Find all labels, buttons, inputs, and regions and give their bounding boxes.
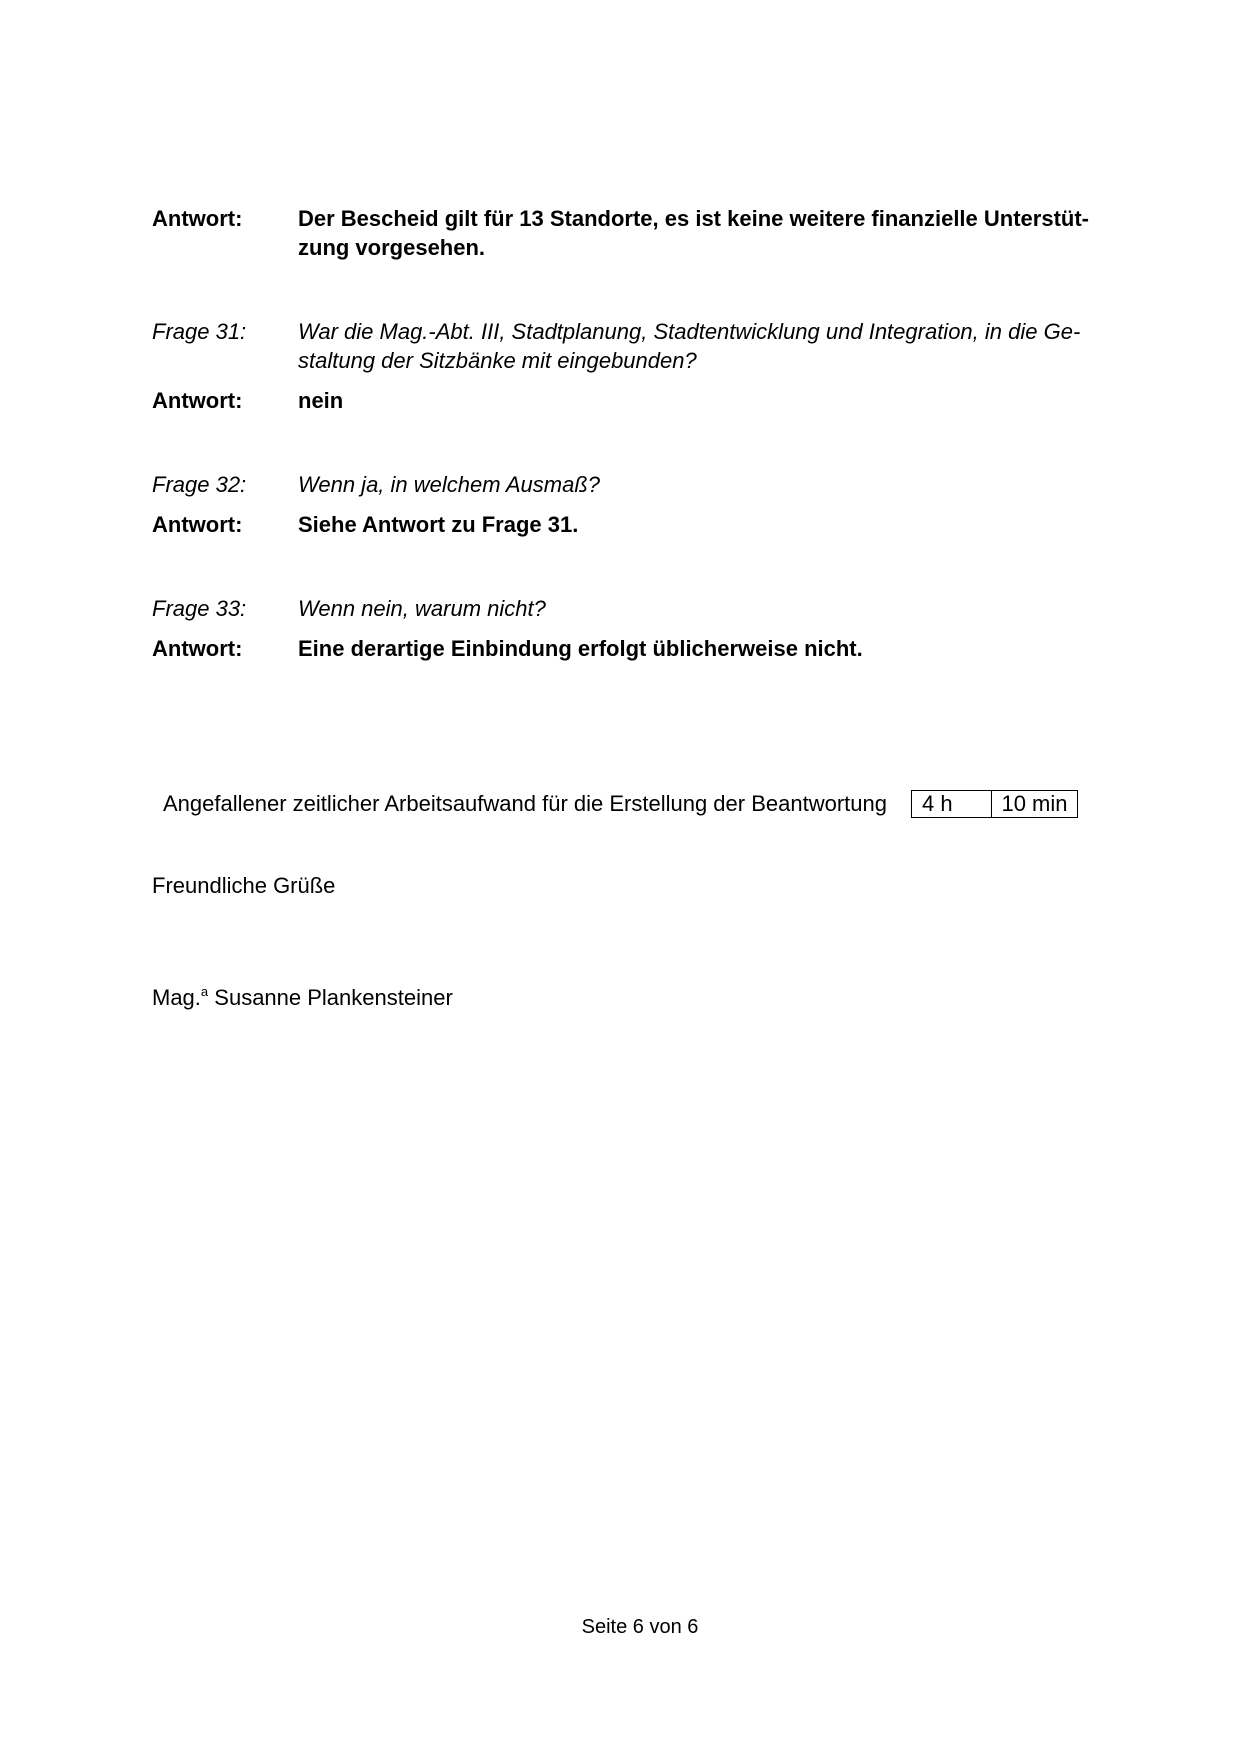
page-footer	[0, 1614, 1241, 1640]
question-row	[152, 470, 1122, 499]
work-effort	[163, 790, 1078, 818]
signature	[152, 984, 453, 1012]
answer-text: Siehe Antwort zu Frage 31.	[298, 512, 579, 537]
question-row	[152, 317, 1122, 375]
answer-label: Antwort:	[152, 388, 243, 413]
answer-row	[152, 204, 1122, 262]
answer-text: nein	[298, 388, 344, 413]
question-row	[152, 594, 1122, 623]
question-text: Wenn ja, in welchem Ausmaß?	[298, 472, 601, 497]
question-label: Frage 31:	[152, 319, 247, 344]
answer-label: Antwort:	[152, 512, 243, 537]
question-text	[298, 317, 1122, 375]
answer-line: Der Bescheid gilt für 13 Standorte, es ist keine weitere finanzielle Unterstüt-	[298, 206, 1089, 231]
answer-label: Antwort:	[152, 636, 243, 661]
answer-row	[152, 510, 1122, 539]
signature-title-superscript: a	[200, 984, 209, 999]
signature-title: Mag.	[152, 985, 201, 1010]
question-line: War die Mag.-Abt. III, Stadtplanung, Stadtentwicklung und Integration, in die Ge-	[298, 319, 1081, 344]
work-effort-hours: 4 h	[912, 791, 992, 817]
answer-text: Eine derartige Einbindung erfolgt üblicherweise nicht.	[298, 636, 863, 661]
qa-block-31	[152, 317, 1122, 415]
question-line: staltung der Sitzbänke mit eingebunden?	[298, 348, 697, 373]
work-effort-minutes: 10 min	[1001, 791, 1068, 816]
work-effort-table	[911, 790, 1078, 818]
answer-row	[152, 386, 1122, 415]
answer-text	[298, 204, 1122, 262]
qa-block-30-answer	[152, 204, 1122, 262]
answer-label: Antwort:	[152, 206, 243, 231]
page-number: Seite 6 von 6	[581, 1616, 699, 1638]
question-label: Frage 32:	[152, 472, 247, 497]
work-effort-label: Angefallener zeitlicher Arbeitsaufwand für die Erstellung der Beantwortung	[163, 791, 887, 816]
closing-greeting: Freundliche Grüße	[152, 873, 336, 898]
qa-block-32	[152, 470, 1122, 539]
answer-line: zung vorgesehen.	[298, 235, 486, 260]
signature-name: Susanne Plankensteiner	[214, 985, 453, 1010]
qa-block-33	[152, 594, 1122, 663]
question-text: Wenn nein, warum nicht?	[298, 596, 546, 621]
question-label: Frage 33:	[152, 596, 247, 621]
answer-row	[152, 634, 1122, 663]
